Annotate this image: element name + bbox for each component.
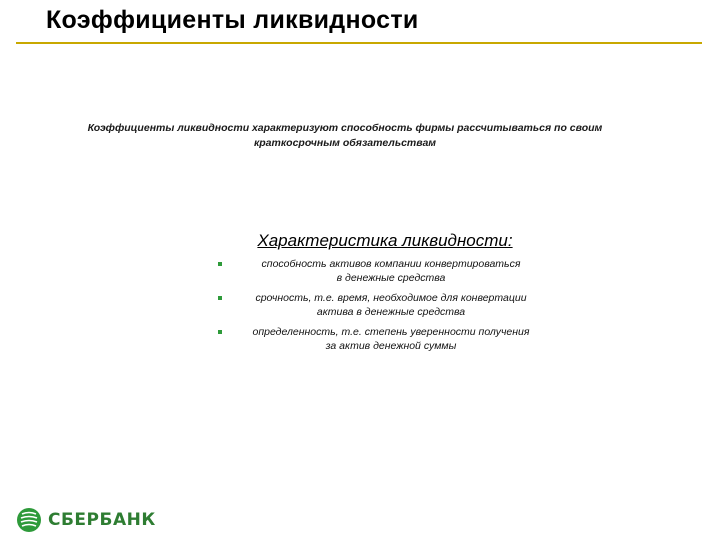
logo-text: СБЕРБАНК	[48, 510, 156, 530]
sberbank-logo-icon	[16, 507, 42, 533]
features-heading: Характеристика ликвидности:	[257, 231, 513, 250]
feature-item	[210, 258, 560, 285]
slide-title: Коэффициенты ликвидности	[46, 6, 419, 34]
feature-line: актива в денежные средства	[316, 305, 466, 318]
title-divider	[16, 42, 702, 44]
feature-line: в денежные средства	[336, 271, 446, 284]
square-bullet-icon	[218, 296, 222, 300]
feature-text	[262, 258, 521, 285]
feature-line: срочность, т.е. время, необходимое для конвертации	[255, 292, 527, 304]
feature-list	[210, 258, 560, 353]
feature-line: за актив денежной суммы	[325, 339, 457, 352]
square-bullet-icon	[218, 262, 222, 266]
intro-text: Коэффициенты ликвидности характеризуют способность фирмы рассчитываться по своим краткосрочным обязательствам	[87, 122, 603, 149]
feature-text	[255, 292, 526, 319]
sberbank-logo	[16, 506, 156, 534]
feature-item	[210, 292, 560, 319]
liquidity-features	[210, 231, 560, 360]
feature-line: определенность, т.е. степень уверенности получения	[252, 326, 530, 338]
feature-item	[210, 326, 560, 353]
feature-line: способность активов компании конвертироваться	[261, 258, 521, 270]
square-bullet-icon	[218, 330, 222, 334]
feature-text	[253, 326, 530, 353]
